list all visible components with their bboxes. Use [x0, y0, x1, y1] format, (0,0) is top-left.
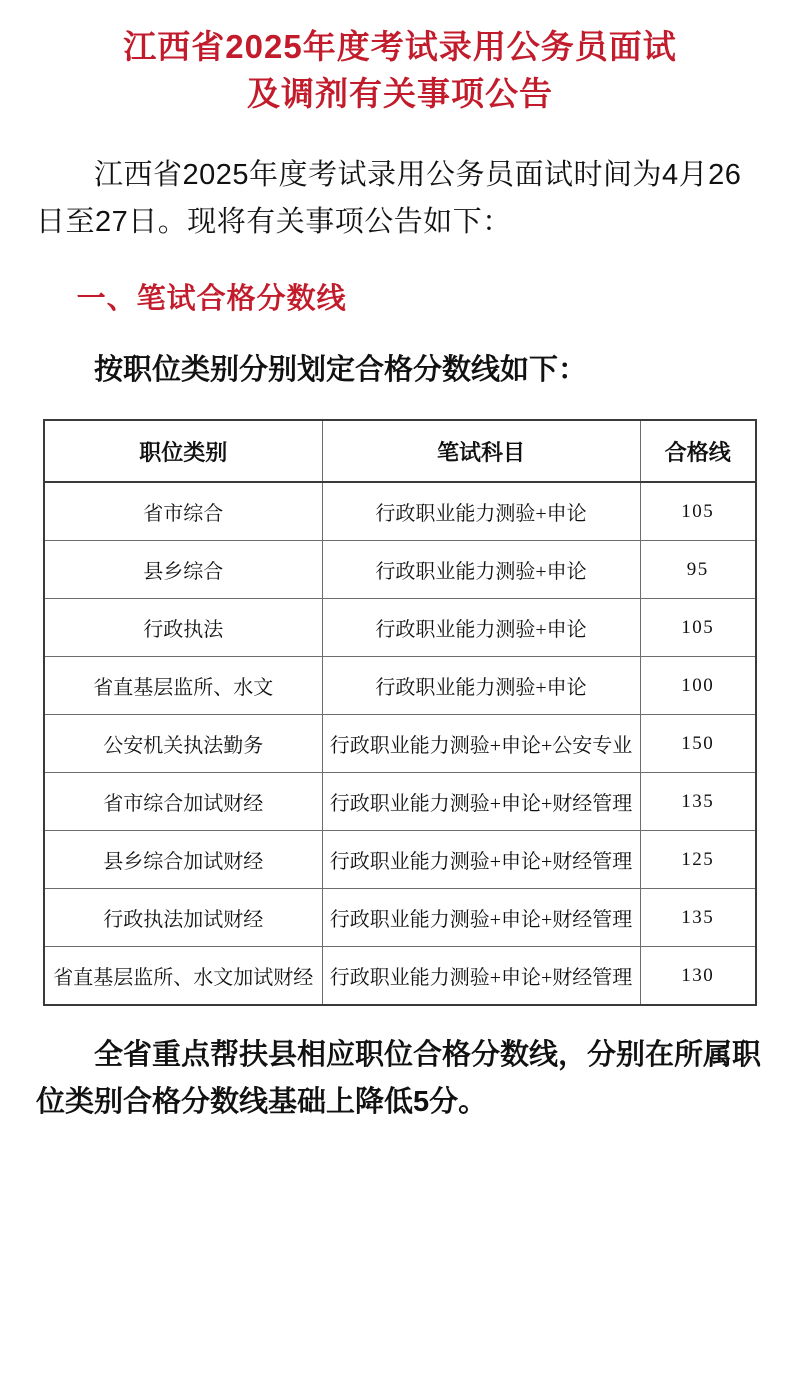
intro-paragraph: 江西省2025年度考试录用公务员面试时间为4月26日至27日。现将有关事项公告如下：	[36, 158, 742, 238]
table-header-row	[44, 420, 756, 482]
cell-category: 省市综合	[44, 482, 322, 541]
table-row	[44, 773, 756, 831]
cell-score: 125	[640, 831, 756, 889]
section-lead-in: 按职位类别分别划定合格分数线如下：	[94, 353, 588, 386]
cell-score: 130	[640, 947, 756, 1006]
table-row	[44, 482, 756, 541]
cell-subject: 行政职业能力测验+申论	[322, 541, 640, 599]
cell-category: 行政执法	[44, 599, 322, 657]
table-row	[44, 657, 756, 715]
table-row	[44, 947, 756, 1006]
cell-score: 150	[640, 715, 756, 773]
page-title	[36, 24, 764, 118]
cell-category: 县乡综合	[44, 541, 322, 599]
page-title-line-1: 江西省2025年度考试录用公务员面试	[123, 28, 677, 65]
column-header-score: 合格线	[640, 420, 756, 482]
cell-subject: 行政职业能力测验+申论+财经管理	[322, 773, 640, 831]
cell-score: 105	[640, 482, 756, 541]
page-title-line-2: 及调剂有关事项公告	[247, 74, 553, 112]
table-row	[44, 599, 756, 657]
cell-score: 135	[640, 773, 756, 831]
cell-score: 135	[640, 889, 756, 947]
cell-subject: 行政职业能力测验+申论	[322, 657, 640, 715]
cell-score: 95	[640, 541, 756, 599]
cell-score: 105	[640, 599, 756, 657]
column-header-category: 职位类别	[44, 420, 322, 482]
table-row	[44, 541, 756, 599]
closing-paragraph: 全省重点帮扶县相应职位合格分数线，分别在所属职位类别合格分数线基础上降低5分。	[36, 1039, 762, 1119]
cell-subject: 行政职业能力测验+申论+公安专业	[322, 715, 640, 773]
section-heading-1: 一、笔试合格分数线	[76, 282, 347, 315]
table-header	[44, 420, 756, 482]
score-line-table	[43, 419, 757, 1006]
cell-category: 公安机关执法勤务	[44, 715, 322, 773]
cell-category: 省直基层监所、水文	[44, 657, 322, 715]
cell-category: 省市综合加试财经	[44, 773, 322, 831]
cell-subject: 行政职业能力测验+申论	[322, 599, 640, 657]
cell-subject: 行政职业能力测验+申论+财经管理	[322, 947, 640, 1006]
cell-category: 县乡综合加试财经	[44, 831, 322, 889]
cell-subject: 行政职业能力测验+申论+财经管理	[322, 889, 640, 947]
column-header-subject: 笔试科目	[322, 420, 640, 482]
cell-subject: 行政职业能力测验+申论+财经管理	[322, 831, 640, 889]
cell-score: 100	[640, 657, 756, 715]
cell-category: 省直基层监所、水文加试财经	[44, 947, 322, 1006]
table-row	[44, 889, 756, 947]
cell-subject: 行政职业能力测验+申论	[322, 482, 640, 541]
table-body	[44, 482, 756, 1005]
table-row	[44, 715, 756, 773]
table-row	[44, 831, 756, 889]
cell-category: 行政执法加试财经	[44, 889, 322, 947]
